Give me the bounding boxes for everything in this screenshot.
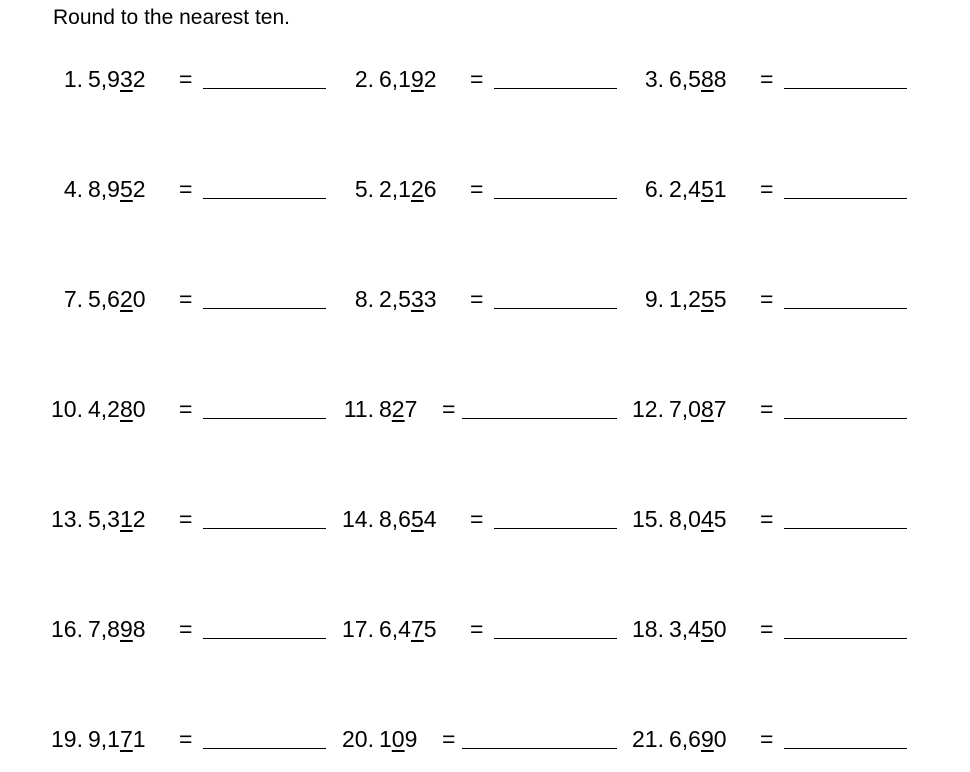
problem-item bbox=[624, 612, 914, 646]
answer-blank[interactable] bbox=[494, 638, 617, 639]
problem-item bbox=[334, 722, 624, 756]
problem-value bbox=[88, 282, 146, 316]
value-ones-digit: 5 bbox=[713, 506, 727, 532]
equals-sign: = bbox=[760, 66, 774, 92]
answer-blank[interactable] bbox=[784, 528, 907, 529]
value-leading-digits: 6,5 bbox=[669, 66, 701, 92]
underlined-tens-digit: 5 bbox=[700, 176, 714, 202]
answer-blank[interactable] bbox=[203, 638, 326, 639]
answer-blank[interactable] bbox=[784, 198, 907, 199]
equals-sign: = bbox=[179, 726, 193, 752]
underlined-tens-digit: 8 bbox=[700, 396, 714, 422]
problem-number: 11. bbox=[343, 396, 374, 422]
value-ones-digit: 7 bbox=[713, 396, 727, 422]
answer-blank[interactable] bbox=[203, 748, 326, 749]
problem-item bbox=[43, 502, 333, 536]
underlined-tens-digit: 3 bbox=[410, 286, 424, 312]
value-leading-digits: 9,1 bbox=[88, 726, 120, 752]
problem-number: 5. bbox=[354, 176, 374, 202]
answer-blank[interactable] bbox=[203, 528, 326, 529]
answer-blank[interactable] bbox=[494, 308, 617, 309]
equals-sign: = bbox=[179, 616, 193, 642]
answer-blank[interactable] bbox=[494, 198, 617, 199]
answer-blank[interactable] bbox=[784, 308, 907, 309]
underlined-tens-digit: 4 bbox=[700, 506, 714, 532]
problem-item bbox=[43, 722, 333, 756]
problem-value bbox=[379, 172, 437, 206]
underlined-tens-digit: 5 bbox=[700, 616, 714, 642]
underlined-tens-digit: 0 bbox=[391, 726, 405, 752]
problem-number: 16. bbox=[51, 616, 83, 642]
problem-number: 17. bbox=[342, 616, 374, 642]
problem-number: 20. bbox=[342, 726, 374, 752]
problem-item bbox=[43, 62, 333, 96]
value-ones-digit: 2 bbox=[423, 66, 437, 92]
equals-sign: = bbox=[179, 396, 193, 422]
problem-number: 1. bbox=[63, 66, 83, 92]
answer-blank[interactable] bbox=[203, 198, 326, 199]
value-leading-digits: 5,6 bbox=[88, 286, 120, 312]
underlined-tens-digit: 7 bbox=[410, 616, 424, 642]
equals-sign: = bbox=[760, 396, 774, 422]
problem-value bbox=[88, 172, 146, 206]
equals-sign: = bbox=[470, 286, 484, 312]
equals-sign: = bbox=[470, 616, 484, 642]
answer-blank[interactable] bbox=[203, 308, 326, 309]
value-ones-digit: 0 bbox=[132, 396, 146, 422]
value-ones-digit: 2 bbox=[132, 506, 146, 532]
problem-number: 3. bbox=[644, 66, 664, 92]
value-ones-digit: 8 bbox=[713, 66, 727, 92]
problem-number: 8. bbox=[354, 286, 374, 312]
problem-value bbox=[669, 722, 727, 756]
equals-sign: = bbox=[760, 176, 774, 202]
problem-item bbox=[624, 722, 914, 756]
worksheet-instructions: Round to the nearest ten. bbox=[53, 6, 290, 29]
problem-value bbox=[88, 392, 146, 426]
problem-item bbox=[624, 392, 914, 426]
answer-blank[interactable] bbox=[784, 418, 907, 419]
answer-blank[interactable] bbox=[784, 88, 907, 89]
underlined-tens-digit: 2 bbox=[410, 176, 424, 202]
value-ones-digit: 0 bbox=[132, 286, 146, 312]
problem-value bbox=[669, 502, 727, 536]
problem-value bbox=[379, 392, 417, 426]
underlined-tens-digit: 9 bbox=[119, 616, 133, 642]
value-ones-digit: 2 bbox=[132, 66, 146, 92]
value-leading-digits: 7,0 bbox=[669, 396, 701, 422]
answer-blank[interactable] bbox=[784, 748, 907, 749]
underlined-tens-digit: 8 bbox=[700, 66, 714, 92]
value-leading-digits: 1,2 bbox=[669, 286, 701, 312]
problem-value bbox=[379, 612, 437, 646]
problem-item bbox=[43, 392, 333, 426]
value-leading-digits: 2,5 bbox=[379, 286, 411, 312]
value-leading-digits: 6,6 bbox=[669, 726, 701, 752]
answer-blank[interactable] bbox=[203, 88, 326, 89]
value-ones-digit: 7 bbox=[404, 396, 418, 422]
problem-value bbox=[88, 62, 146, 96]
equals-sign: = bbox=[442, 396, 456, 422]
equals-sign: = bbox=[470, 66, 484, 92]
value-leading-digits: 7,8 bbox=[88, 616, 120, 642]
value-leading-digits: 2,4 bbox=[669, 176, 701, 202]
answer-blank[interactable] bbox=[462, 748, 617, 749]
underlined-tens-digit: 5 bbox=[119, 176, 133, 202]
value-ones-digit: 0 bbox=[713, 726, 727, 752]
value-leading-digits: 8,9 bbox=[88, 176, 120, 202]
equals-sign: = bbox=[760, 616, 774, 642]
equals-sign: = bbox=[179, 506, 193, 532]
equals-sign: = bbox=[442, 726, 456, 752]
value-leading-digits: 6,4 bbox=[379, 616, 411, 642]
value-leading-digits: 3,4 bbox=[669, 616, 701, 642]
underlined-tens-digit: 2 bbox=[119, 286, 133, 312]
problem-item bbox=[334, 172, 624, 206]
problem-value bbox=[669, 392, 727, 426]
value-leading-digits: 8,6 bbox=[379, 506, 411, 532]
problem-item bbox=[334, 502, 624, 536]
problem-value bbox=[379, 502, 437, 536]
value-leading-digits: 8,0 bbox=[669, 506, 701, 532]
problem-number: 13. bbox=[51, 506, 83, 532]
underlined-tens-digit: 3 bbox=[119, 66, 133, 92]
problem-number: 2. bbox=[354, 66, 374, 92]
underlined-tens-digit: 5 bbox=[410, 506, 424, 532]
problem-item bbox=[624, 62, 914, 96]
problem-item bbox=[624, 502, 914, 536]
problem-value bbox=[88, 502, 146, 536]
underlined-tens-digit: 2 bbox=[391, 396, 405, 422]
problem-number: 4. bbox=[63, 176, 83, 202]
equals-sign: = bbox=[470, 176, 484, 202]
equals-sign: = bbox=[179, 286, 193, 312]
problem-number: 14. bbox=[342, 506, 374, 532]
problem-item bbox=[334, 612, 624, 646]
value-ones-digit: 9 bbox=[404, 726, 418, 752]
problem-number: 6. bbox=[644, 176, 664, 202]
value-leading-digits: 2,1 bbox=[379, 176, 411, 202]
problem-item bbox=[624, 282, 914, 316]
equals-sign: = bbox=[760, 506, 774, 532]
value-ones-digit: 5 bbox=[713, 286, 727, 312]
underlined-tens-digit: 9 bbox=[410, 66, 424, 92]
problem-item bbox=[334, 392, 624, 426]
value-ones-digit: 4 bbox=[423, 506, 437, 532]
problem-number: 10. bbox=[51, 396, 83, 422]
answer-blank[interactable] bbox=[203, 418, 326, 419]
equals-sign: = bbox=[179, 66, 193, 92]
value-ones-digit: 5 bbox=[423, 616, 437, 642]
underlined-tens-digit: 5 bbox=[700, 286, 714, 312]
problem-item bbox=[43, 282, 333, 316]
underlined-tens-digit: 7 bbox=[119, 726, 133, 752]
value-ones-digit: 8 bbox=[132, 616, 146, 642]
problem-value bbox=[379, 62, 437, 96]
underlined-tens-digit: 1 bbox=[119, 506, 133, 532]
problem-item bbox=[624, 172, 914, 206]
underlined-tens-digit: 9 bbox=[700, 726, 714, 752]
problem-value bbox=[669, 62, 727, 96]
value-ones-digit: 1 bbox=[132, 726, 146, 752]
problem-number: 12. bbox=[632, 396, 664, 422]
answer-blank[interactable] bbox=[494, 528, 617, 529]
problem-value bbox=[379, 282, 437, 316]
problem-item bbox=[334, 282, 624, 316]
value-leading-digits: 6,1 bbox=[379, 66, 411, 92]
problem-value bbox=[88, 722, 146, 756]
problem-number: 7. bbox=[63, 286, 83, 312]
value-ones-digit: 3 bbox=[423, 286, 437, 312]
value-leading-digits: 4,2 bbox=[88, 396, 120, 422]
problem-number: 21. bbox=[632, 726, 664, 752]
problem-item bbox=[43, 612, 333, 646]
underlined-tens-digit: 8 bbox=[119, 396, 133, 422]
equals-sign: = bbox=[470, 506, 484, 532]
problem-number: 9. bbox=[644, 286, 664, 312]
problem-value bbox=[379, 722, 417, 756]
equals-sign: = bbox=[179, 176, 193, 202]
problem-item bbox=[334, 62, 624, 96]
problem-value bbox=[669, 172, 727, 206]
equals-sign: = bbox=[760, 726, 774, 752]
problem-number: 18. bbox=[632, 616, 664, 642]
problem-number: 19. bbox=[51, 726, 83, 752]
problem-number: 15. bbox=[632, 506, 664, 532]
value-leading-digits: 5,3 bbox=[88, 506, 120, 532]
problem-value bbox=[669, 282, 727, 316]
problem-value bbox=[669, 612, 727, 646]
value-ones-digit: 2 bbox=[132, 176, 146, 202]
value-leading-digits: 5,9 bbox=[88, 66, 120, 92]
problem-item bbox=[43, 172, 333, 206]
answer-blank[interactable] bbox=[494, 88, 617, 89]
value-ones-digit: 0 bbox=[713, 616, 727, 642]
equals-sign: = bbox=[760, 286, 774, 312]
problem-value bbox=[88, 612, 146, 646]
answer-blank[interactable] bbox=[462, 418, 617, 419]
value-leading-digits: 8 bbox=[379, 396, 392, 422]
value-ones-digit: 6 bbox=[423, 176, 437, 202]
answer-blank[interactable] bbox=[784, 638, 907, 639]
value-leading-digits: 1 bbox=[379, 726, 392, 752]
value-ones-digit: 1 bbox=[713, 176, 727, 202]
